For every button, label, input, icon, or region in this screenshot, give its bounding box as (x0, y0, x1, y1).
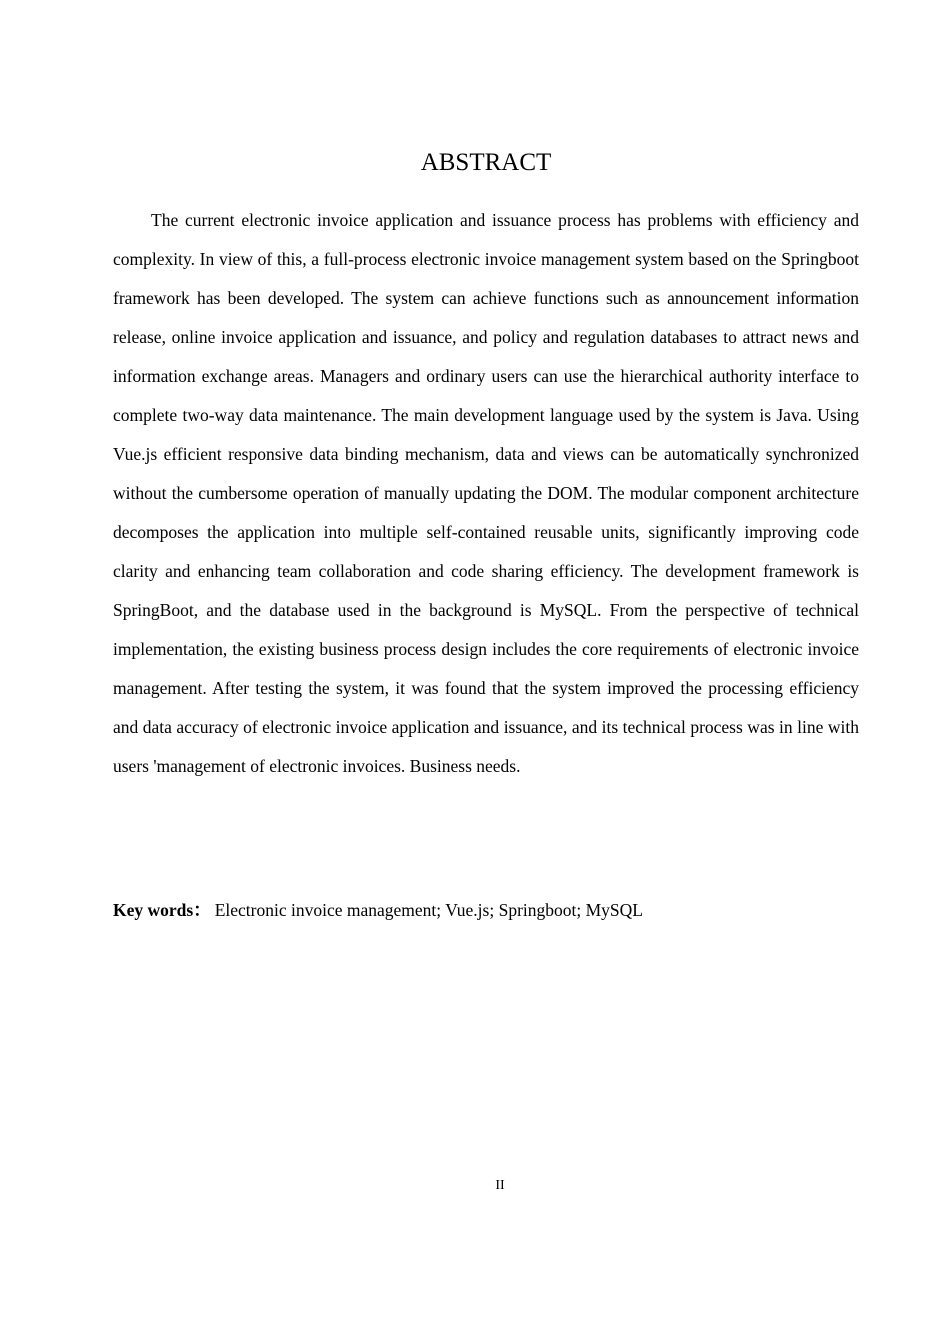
keywords-line (113, 895, 859, 925)
abstract-title: ABSTRACT (420, 149, 552, 176)
page-number: II (495, 1178, 505, 1193)
keywords-text: Electronic invoice management; Vue.js; Springboot; MySQL (214, 900, 643, 920)
keywords-label: Key words： (113, 900, 211, 920)
abstract-body: The current electronic invoice application and issuance process has problems with efficiency and complexity. In view of this, a full-process electronic invoice management system based on the Springboot framework has been developed. The system can achieve functions such as announcement information release, online invoice application and issuance, and policy and regulation databases to attract news and information exchange areas. Managers and ordinary users can use the hierarchical authority interface to complete two-way data maintenance. The main development language used by the system is Java. Using Vue.js efficient responsive data binding mechanism, data and views can be automatically synchronized without the cumbersome operation of manually updating the DOM. The modular component architecture decomposes the application into multiple self-contained reusable units, significantly improving code clarity and enhancing team collaboration and code sharing efficiency. The development framework is SpringBoot, and the database used in the background is MySQL. From the perspective of technical implementation, the existing business process design includes the core requirements of electronic invoice management. After testing the system, it was found that the system improved the processing efficiency and data accuracy of electronic invoice application and issuance, and its technical process was in line with users 'management of electronic invoices. Business needs. (113, 210, 859, 776)
